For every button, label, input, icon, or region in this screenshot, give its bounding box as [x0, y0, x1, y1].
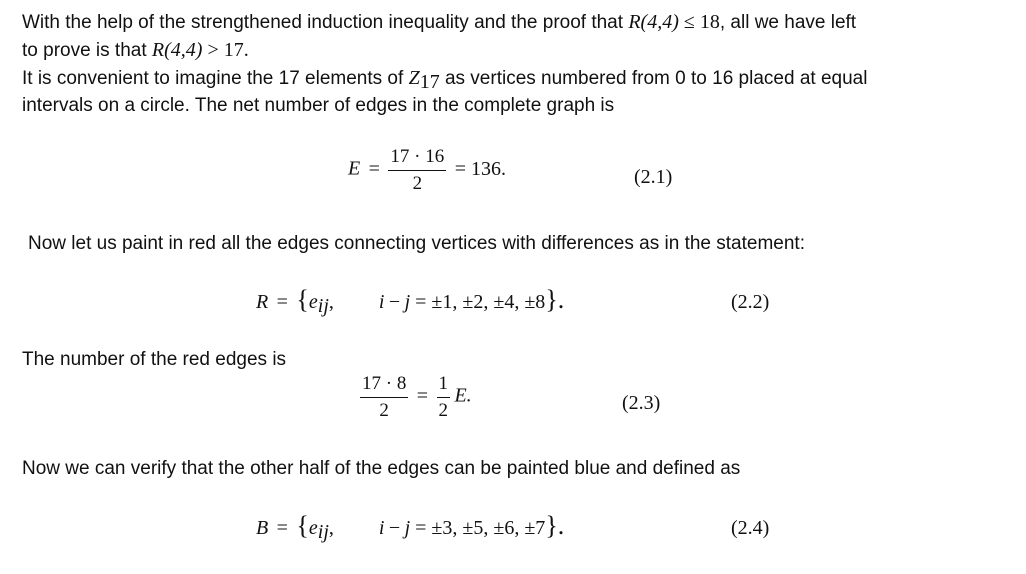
eq3-denominator-1: 2	[379, 400, 389, 421]
eq3-tail: E.	[454, 384, 472, 407]
eq3-number: (2.3)	[622, 392, 661, 414]
eq2-j: j	[404, 291, 411, 313]
intro-text-3: It is convenient to imagine the 17 elements of	[22, 68, 409, 89]
eq3-fraction-2	[437, 373, 451, 422]
eq2-open-brace: {	[296, 285, 309, 314]
eq3-numerator-1: 17 · 8	[362, 373, 407, 394]
intro-line-4	[22, 92, 614, 120]
eq1-lhs: E	[348, 157, 361, 180]
intro-text-4: intervals on a circle. The net number of edges in the complete graph is	[22, 95, 615, 116]
eq1-fraction	[388, 146, 446, 195]
equation-2-4	[256, 511, 564, 541]
eq4-subscript: ij	[317, 521, 329, 543]
intro-line-2	[22, 36, 249, 65]
eq4-minus: −	[388, 517, 401, 539]
r44-symbol-2: R(4,4)	[151, 39, 203, 61]
equation-2-1	[348, 146, 506, 195]
leq18-symbol: ≤ 18	[678, 11, 720, 33]
eq2-equals: =	[276, 291, 288, 313]
z-subscript: 17	[419, 71, 440, 93]
z-symbol: Z	[408, 67, 420, 89]
eq4-j: j	[404, 517, 411, 539]
eq2-number: (2.2)	[731, 291, 770, 313]
eq4-number: (2.4)	[731, 517, 770, 539]
eq4-open-brace: {	[296, 511, 309, 540]
paragraph-2: Now let us paint in red all the edges connecting vertices with differences as in the statement:	[28, 233, 805, 254]
eq2-close-brace: }.	[545, 285, 565, 314]
intro-text-2: to prove is that	[22, 40, 152, 61]
intro-text-1-end: , all we have left	[719, 12, 857, 33]
eq2-lhs: R	[256, 291, 269, 313]
eq3-equals: =	[416, 384, 429, 407]
eq4-comma: ,	[328, 517, 334, 539]
intro-text-3-end: as vertices numbered from 0 to 16 placed at equal	[439, 68, 868, 89]
eq2-subscript: ij	[317, 295, 329, 317]
intro-line-3	[22, 64, 867, 93]
eq2-comma: ,	[328, 291, 334, 313]
intro-text-1: With the help of the strengthened induction inequality and the proof that	[22, 12, 629, 33]
paragraph-4: Now we can verify that the other half of the edges can be painted blue and defined as	[22, 458, 741, 479]
eq3-denominator-2: 2	[438, 400, 449, 421]
eq3-numerator-2: 1	[438, 373, 449, 394]
eq4-lhs: B	[256, 517, 269, 539]
eq1-equals: =	[368, 157, 380, 180]
eq2-i: i	[378, 291, 385, 313]
equation-2-3	[360, 373, 472, 422]
eq2-condition: = ±1, ±2, ±4, ±8	[410, 291, 546, 313]
eq4-e: e	[308, 517, 318, 539]
eq1-numerator: 17 · 16	[390, 146, 445, 167]
eq3-fraction-1	[360, 373, 408, 422]
gt17-symbol: > 17.	[202, 39, 249, 61]
eq4-close-brace: }.	[545, 511, 565, 540]
eq1-rhs: = 136.	[454, 157, 506, 180]
eq4-i: i	[378, 517, 385, 539]
intro-line-1	[22, 8, 856, 37]
eq4-condition: = ±3, ±5, ±6, ±7	[410, 517, 546, 539]
eq4-equals: =	[276, 517, 288, 539]
eq2-e: e	[308, 291, 318, 313]
eq1-denominator: 2	[412, 173, 423, 194]
eq1-number: (2.1)	[634, 166, 673, 188]
paragraph-3: The number of the red edges is	[22, 349, 287, 370]
r44-symbol: R(4,4)	[628, 11, 679, 33]
eq2-minus: −	[388, 291, 401, 313]
equation-2-2	[256, 285, 564, 315]
